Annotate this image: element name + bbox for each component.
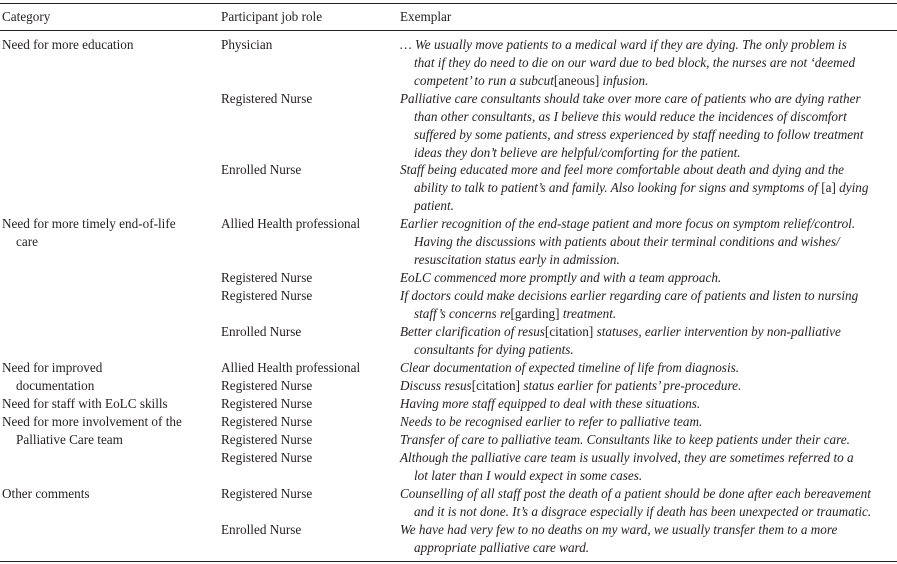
role-cell: Registered Nurse bbox=[221, 378, 313, 393]
category-line: care bbox=[16, 234, 38, 249]
category-line: Need for improved bbox=[2, 360, 103, 375]
category-line: Need for more involvement of the bbox=[2, 414, 182, 429]
role-cell: Physician bbox=[221, 37, 273, 52]
header-category: Category bbox=[2, 9, 51, 24]
exemplar-line: Counselling of all staff post the death of a patient should be done after each bereavement bbox=[400, 486, 871, 501]
role-cell: Registered Nurse bbox=[221, 288, 313, 303]
category-line: Palliative Care team bbox=[16, 432, 123, 447]
role-cell: Registered Nurse bbox=[221, 414, 313, 429]
table-header-rule bbox=[0, 30, 897, 31]
role-cell: Allied Health professional bbox=[221, 360, 361, 375]
category-cell: Need for more education bbox=[2, 37, 134, 52]
exemplar-line: Having the discussions with patients about their terminal conditions and wishes/ bbox=[414, 234, 840, 249]
exemplar-cell bbox=[400, 413, 897, 431]
category-cell bbox=[2, 359, 212, 395]
exemplar-line: Earlier recognition of the end-stage patient and more focus on symptom relief/control. bbox=[400, 216, 856, 231]
role-cell: Registered Nurse bbox=[221, 396, 313, 411]
exemplar-line: suffered by some patients, and stress experienced by staff needing to follow treatment bbox=[414, 127, 864, 142]
exemplar-cell bbox=[400, 323, 897, 359]
exemplar-line: Having more staff equipped to deal with these situations. bbox=[400, 396, 701, 411]
exemplar-cell bbox=[400, 359, 897, 377]
exemplar-cell bbox=[400, 395, 897, 413]
role-cell: Allied Health professional bbox=[221, 216, 361, 231]
role-cell: Enrolled Nurse bbox=[221, 522, 302, 537]
role-cell: Registered Nurse bbox=[221, 270, 313, 285]
exemplar-line: … We usually move patients to a medical ward if they are dying. The only problem is bbox=[400, 37, 847, 52]
header-exemplar: Exemplar bbox=[400, 9, 452, 24]
role-cell: Registered Nurse bbox=[221, 450, 313, 465]
category-cell bbox=[2, 215, 212, 251]
exemplar-line: competent’ to run a subcut[aneous] infusion. bbox=[414, 73, 649, 88]
role-cell: Registered Nurse bbox=[221, 91, 313, 106]
exemplar-line: Needs to be recognised earlier to refer to palliative team. bbox=[400, 414, 703, 429]
category-cell: Other comments bbox=[2, 486, 90, 501]
exemplar-line: Palliative care consultants should take over more care of patients who are dying rather bbox=[400, 91, 861, 106]
category-cell bbox=[2, 413, 212, 449]
exemplar-cell bbox=[400, 269, 897, 287]
exemplar-line: than other consultants, as I believe this would reduce the incidences of discomfort bbox=[414, 109, 847, 124]
role-cell: Registered Nurse bbox=[221, 432, 313, 447]
exemplar-cell bbox=[400, 431, 897, 449]
exemplar-line: Staff being educated more and feel more comfortable about death and dying and the bbox=[400, 162, 845, 177]
header-participant-job-role: Participant job role bbox=[221, 9, 323, 24]
exemplar-line: EoLC commenced more promptly and with a team approach. bbox=[400, 270, 722, 285]
exemplar-line: lot later than I would expect in some cases. bbox=[414, 468, 643, 483]
exemplar-line: patient. bbox=[414, 198, 454, 213]
category-cell: Need for staff with EoLC skills bbox=[2, 396, 168, 411]
exemplar-line: consultants for dying patients. bbox=[414, 342, 574, 357]
exemplar-cell bbox=[400, 521, 897, 557]
exemplar-line: Better clarification of resus[citation] statuses, earlier intervention by non-palliative bbox=[400, 324, 841, 339]
table-top-rule bbox=[0, 3, 897, 4]
exemplar-cell bbox=[400, 36, 897, 90]
exemplar-line: We have had very few to no deaths on my ward, we usually transfer them to a more bbox=[400, 522, 838, 537]
role-cell: Enrolled Nurse bbox=[221, 162, 302, 177]
exemplar-line: If doctors could make decisions earlier regarding care of patients and listen to nursing bbox=[400, 288, 859, 303]
exemplar-cell bbox=[400, 485, 897, 521]
exemplar-line: that if they do need to die on our ward due to bed block, the nurses are not ‘deemed bbox=[414, 55, 856, 70]
exemplar-line: Clear documentation of expected timeline of life from diagnosis. bbox=[400, 360, 740, 375]
exemplar-line: Transfer of care to palliative team. Consultants like to keep patients under their care. bbox=[400, 432, 850, 447]
exemplar-line: resuscitation status early in admission. bbox=[414, 252, 620, 267]
exemplar-line: ideas they don’t believe are helpful/comforting for the patient. bbox=[414, 145, 741, 160]
exemplar-line: appropriate palliative care ward. bbox=[414, 540, 590, 555]
exemplar-cell bbox=[400, 161, 897, 215]
exemplar-cell bbox=[400, 287, 897, 323]
exemplar-line: Discuss resus[citation] status earlier for patients’ pre-procedure. bbox=[400, 378, 742, 393]
category-line: documentation bbox=[16, 378, 95, 393]
exemplar-line: Although the palliative care team is usually involved, they are sometimes referred to a bbox=[400, 450, 854, 465]
exemplar-line: ability to talk to patient’s and family. Also looking for signs and symptoms of [a] dying bbox=[414, 180, 869, 195]
exemplar-cell bbox=[400, 90, 897, 162]
table-bottom-rule bbox=[0, 561, 897, 562]
category-line: Need for more timely end-of-life bbox=[2, 216, 176, 231]
exemplar-line: and it is not done. It’s a disgrace especially if death has been unexpected or traumatic. bbox=[414, 504, 872, 519]
exemplar-cell bbox=[400, 377, 897, 395]
exemplar-cell bbox=[400, 215, 897, 269]
role-cell: Enrolled Nurse bbox=[221, 324, 302, 339]
exemplar-cell bbox=[400, 449, 897, 485]
role-cell: Registered Nurse bbox=[221, 486, 313, 501]
exemplar-line: staff’s concerns re[garding] treatment. bbox=[414, 306, 617, 321]
